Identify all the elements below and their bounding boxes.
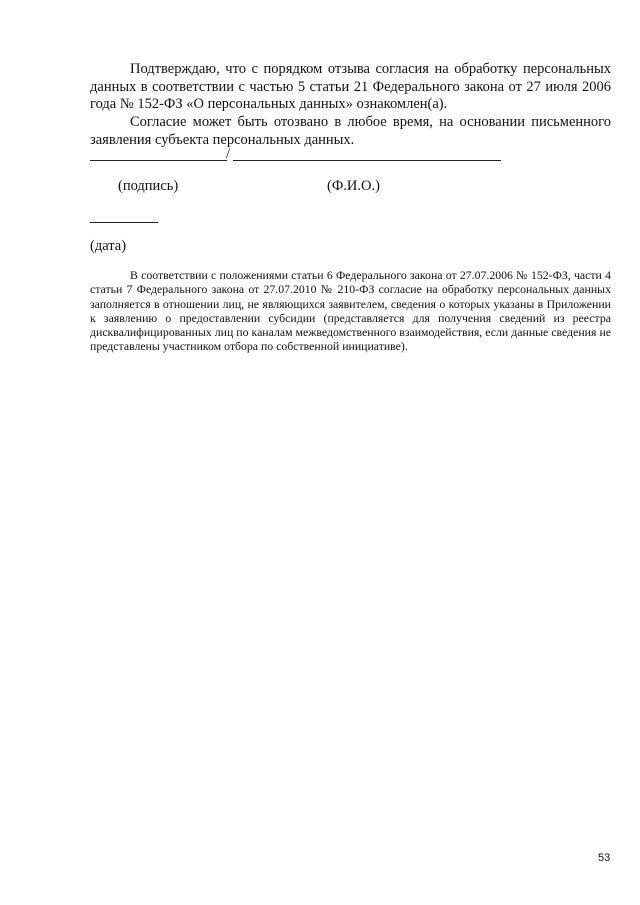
date-label: (дата) [90,238,127,254]
full-name-label: (Ф.И.О.) [327,178,380,194]
signature-label: (подпись) [118,178,179,194]
consent-paragraph-revocation-procedure: Подтверждаю, что с порядком отзыва согласия на обработку персональных данных в соответствии с частью 5 статьи 21 Федерального закона от 27 июля 2006 года № 152-ФЗ «О персональных данных» ознакомлен(а). [90,61,611,112]
full-name-blank-line [233,160,501,161]
page-number: 53 [598,852,611,864]
date-blank-line [90,222,158,223]
legal-footnote: В соответствии с положениями статьи 6 Федерального закона от 27.07.2006 № 152-ФЗ, части 4 статьи 7 Федерального закона от 27.07.2010 № 210-ФЗ согласие на обработку персональных данных заполняется в отношении лиц, не являющихся заявителем, сведения о которых указаны в Приложении к заявлению о предоставлении субсидии (представляется для получения сведений из реестра дисквалифицированных лиц по каналам межведомственного взаимодействия, если данные сведения не представлены участником отбора по собственной инициативе). [90,268,611,354]
consent-paragraph-revocation-right: Согласие может быть отозвано в любое время, на основании письменного заявления субъекта персональных данных. [90,114,611,148]
signature-separator: / [226,146,231,162]
signature-blank-line [90,160,227,161]
